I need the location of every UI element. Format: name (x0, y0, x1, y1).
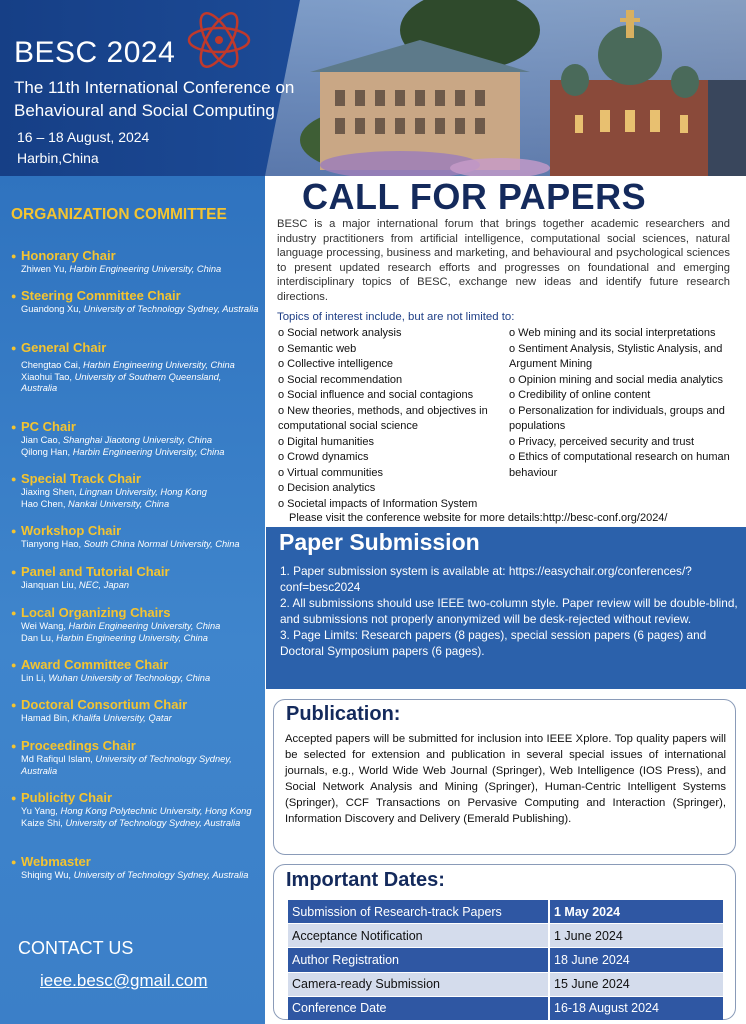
topic-item: o Opinion mining and social media analytics (509, 373, 724, 386)
submission-item: 3. Page Limits: Research papers (8 pages), special session papers (6 pages) and Doctoral Symposium papers (6 pages). (280, 628, 707, 658)
date-value: 1 May 2024 (549, 900, 723, 924)
topic-item: o Credibility of online content (509, 389, 651, 401)
topics-heading: Topics of interest include, but are not limited to: (277, 311, 515, 323)
conference-intro: BESC is a major international forum that brings together academic researchers and industry practitioners from artificial intelligence, computational social sciences, natural language processing, business and marketing, and behavioural and psychological sciences to present updated research efforts and progresses on foundational and emerging interdisciplinary topics of BESC, exchange new ideas and identify future research directions. (277, 218, 730, 303)
chair-member: Dan Lu, Harbin Engineering University, China (21, 632, 208, 643)
topic-item: o New theories, methods, and objectives in computational social science (278, 404, 488, 432)
publication-box (273, 699, 736, 855)
bullet-icon: ● (11, 660, 17, 670)
topic-item: o Social network analysis (278, 327, 402, 339)
chair-member: Lin Li, Wuhan University of Technology, China (21, 673, 211, 683)
topic-item: o Collective intelligence (278, 358, 393, 370)
topic-item: o Social influence and social contagions (278, 389, 474, 401)
header-banner (0, 0, 746, 176)
topic-item: o Virtual communities (278, 466, 383, 479)
chair-title: Webmaster (21, 854, 91, 869)
committee-entry (11, 854, 259, 882)
committee-entry (11, 471, 259, 510)
committee-entry (11, 523, 259, 551)
chair-member: Qilong Han, Harbin Engineering University, China (21, 446, 225, 457)
chair-member: Guandong Xu, University of Technology Sydney, Australia (21, 304, 259, 314)
bullet-icon: ● (11, 526, 17, 536)
date-event: Camera-ready Submission (288, 972, 549, 996)
organization-committee-heading: ORGANIZATION COMMITTEE (11, 206, 227, 223)
conference-dates: 16 – 18 August, 2024 (17, 129, 150, 145)
publication-heading: Publication: (286, 703, 401, 725)
conference-location: Harbin,China (17, 150, 99, 166)
bullet-icon: ● (11, 567, 17, 577)
topic-item: o Social recommendation (278, 373, 403, 386)
date-value: 16-18 August 2024 (549, 996, 723, 1020)
topic-item: o Sentiment Analysis, Stylistic Analysis, and Argument Mining (509, 342, 723, 370)
committee-entry (11, 657, 259, 685)
chair-member: Jiaxing Shen, Lingnan University, Hong Kong (21, 487, 207, 497)
topic-item: o Crowd dynamics (278, 451, 369, 463)
chair-member: Shiqing Wu, University of Technology Sydney, Australia (21, 870, 249, 880)
bullet-icon: ● (11, 474, 17, 484)
paper-submission-heading: Paper Submission (279, 529, 480, 555)
topic-item: o Personalization for individuals, groups and populations (509, 404, 725, 432)
chair-member: Md Rafiqul Islam, University of Technology Sydney, Australia (21, 754, 232, 776)
date-event: Submission of Research-track Papers (288, 900, 549, 924)
logo-text: BESC 2024 (14, 36, 176, 69)
organization-sidebar (0, 176, 265, 1024)
website-note: Please visit the conference website for more details:http://besc-conf.org/2024/ (289, 512, 668, 524)
call-for-papers-title: CALL FOR PAPERS (302, 176, 647, 217)
chair-member: Xiaohui Tao, University of Southern Queensland, Australia (21, 371, 222, 393)
committee-entry (11, 564, 259, 592)
chair-title: Honorary Chair (21, 248, 116, 263)
bullet-icon: ● (11, 251, 17, 261)
topic-item: o Semantic web (278, 342, 357, 355)
chair-title: Panel and Tutorial Chair (21, 564, 170, 579)
date-event: Acceptance Notification (288, 924, 549, 948)
chair-title: Award Committee Chair (21, 657, 169, 672)
topics-list-right (509, 326, 734, 481)
date-value: 15 June 2024 (549, 972, 723, 996)
topic-item: o Web mining and its social interpretations (509, 327, 716, 339)
contact-us-heading: CONTACT US (18, 938, 134, 958)
table-row (288, 972, 723, 996)
chair-title: Doctoral Consortium Chair (21, 697, 188, 712)
publication-body: Accepted papers will be submitted for inclusion into IEEE Xplore. Top quality papers will be selected for extension and publication in several special issues of international journals, e.g., World Wide Web Journal (Springer), Web Intelligence (IOS Press), and Social Network Analysis and Mining (Springer), Human-Centric Intelligent Systems (Springer), CCF Transactions on Pervasive Computing and Interaction (Springer), Information Discovery and Delivery (Emerald Publishing). (285, 733, 726, 826)
topic-item: o Digital humanities (278, 435, 374, 448)
topic-item: o Decision analytics (278, 482, 376, 494)
conference-title-line2: Behavioural and Social Computing (14, 101, 275, 120)
bullet-icon: ● (11, 608, 17, 618)
committee-entry (11, 605, 259, 644)
bullet-icon: ● (11, 700, 17, 710)
committee-entry (11, 248, 259, 276)
bullet-icon: ● (11, 793, 17, 803)
submission-item: 2. All submissions should use IEEE two-column style. Paper review will be double-blind, and submissions not properly anonymized will be desk-rejected without review. (280, 596, 738, 626)
contact-email-link[interactable]: ieee.besc@gmail.com (40, 971, 208, 990)
committee-entry (11, 419, 259, 458)
important-dates-table (288, 900, 723, 1021)
chair-title: Workshop Chair (21, 523, 122, 538)
bullet-icon: ● (11, 741, 17, 751)
chair-title: Proceedings Chair (21, 738, 136, 753)
conference-title-line1: The 11th International Conference on (14, 78, 295, 97)
topics-list-left (278, 326, 506, 512)
chair-title: Steering Committee Chair (21, 288, 181, 303)
chair-title: PC Chair (21, 419, 76, 434)
date-event: Conference Date (288, 996, 549, 1020)
important-dates-box (273, 864, 736, 1020)
committee-entry (11, 738, 259, 777)
topic-item: o Privacy, perceived security and trust (509, 435, 695, 448)
topic-item: o Ethics of computational research on human behaviour (509, 451, 730, 479)
committee-entry (11, 340, 259, 395)
date-value: 1 June 2024 (549, 924, 723, 948)
chair-member: Jian Cao, Shanghai Jiaotong University, China (21, 435, 213, 445)
chair-member: Jianquan Liu, NEC, Japan (21, 580, 130, 590)
topic-item: o Societal impacts of Information System (278, 497, 478, 510)
date-event: Author Registration (288, 948, 549, 972)
chair-title: Local Organizing Chairs (21, 605, 171, 620)
bullet-icon: ● (11, 291, 17, 301)
important-dates-heading: Important Dates: (286, 869, 445, 891)
chair-member: Yu Yang, Hong Kong Polytechnic University, Hong Kong (21, 806, 252, 816)
submission-items (280, 563, 738, 659)
chair-member: Hao Chen, Nankai University, China (21, 498, 170, 509)
bullet-icon: ● (11, 343, 17, 353)
committee-entry (11, 790, 259, 829)
table-row (288, 900, 723, 924)
table-row (288, 924, 723, 948)
chair-member: Kaize Shi, University of Technology Sydney, Australia (21, 817, 241, 828)
chair-title: Special Track Chair (21, 471, 141, 486)
chair-member: Tianyong Hao, South China Normal University, China (21, 539, 240, 549)
chair-member: Chengtao Cai, Harbin Engineering University, China (21, 360, 235, 370)
date-value: 18 June 2024 (549, 948, 723, 972)
chair-member: Zhiwen Yu, Harbin Engineering University, China (21, 264, 222, 274)
table-row (288, 996, 723, 1020)
chair-member: Hamad Bin, Khalifa University, Qatar (21, 713, 172, 723)
bullet-icon: ● (11, 857, 17, 867)
bullet-icon: ● (11, 422, 17, 432)
table-row (288, 948, 723, 972)
committee-entry (11, 697, 259, 725)
chair-title: Publicity Chair (21, 790, 113, 805)
chair-member: Wei Wang, Harbin Engineering University, China (21, 621, 221, 631)
submission-item: 1. Paper submission system is available at: https://easychair.org/conferences/?conf=besc2024 (280, 564, 692, 594)
paper-submission-panel (266, 527, 746, 689)
committee-entry (11, 288, 259, 316)
chair-title: General Chair (21, 340, 107, 355)
